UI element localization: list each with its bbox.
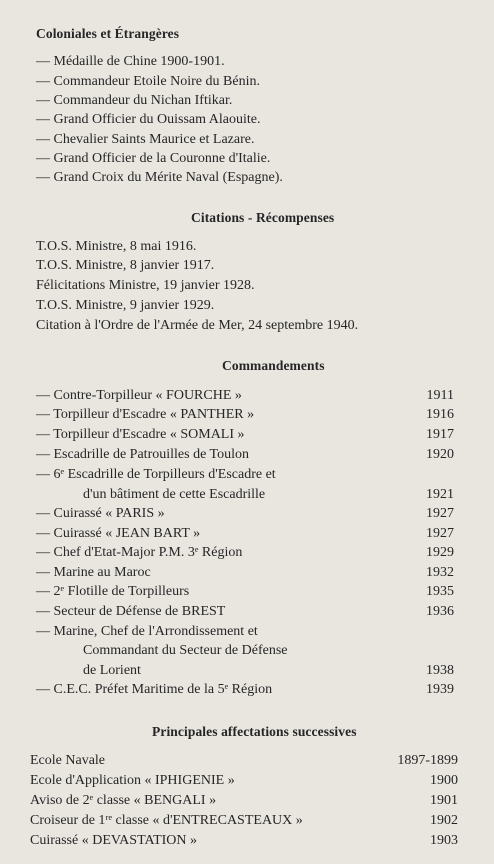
table-row: Commandant du Secteur de Défense — [83, 643, 288, 658]
table-row: — Secteur de Défense de BREST 1936 — [36, 604, 454, 619]
section-title-affectations: Principales affectations successives — [152, 724, 357, 739]
list-item: Félicitations Ministre, 19 janvier 1928. — [36, 278, 255, 293]
table-row: — Torpilleur d'Escadre « PANTHER » 1916 — [36, 407, 454, 422]
table-row: Ecole d'Application « IPHIGENIE » 1900 — [30, 773, 458, 788]
table-row: — Marine au Maroc 1932 — [36, 565, 454, 580]
table-row: Croiseur de 1ʳᵉ classe « d'ENTRECASTEAUX » 1902 — [30, 813, 458, 828]
table-row: — Escadrille de Patrouilles de Toulon 1920 — [36, 447, 454, 462]
table-row: — Chef d'Etat-Major P.M. 3ᵉ Région 1929 — [36, 545, 454, 560]
section-title-commandements: Commandements — [222, 358, 325, 373]
list-item: — Commandeur du Nichan Iftikar. — [36, 93, 233, 108]
table-row: — Contre-Torpilleur « FOURCHE » 1911 — [36, 388, 454, 403]
section-title-citations: Citations - Récompenses — [191, 210, 335, 225]
list-item: — Grand Croix du Mérite Naval (Espagne). — [36, 170, 283, 185]
table-row: — 6ᵉ Escadrille de Torpilleurs d'Escadre et — [36, 467, 276, 482]
table-row: — Torpilleur d'Escadre « SOMALI » 1917 — [36, 427, 454, 442]
table-row: Ecole Navale 1897-1899 — [30, 753, 458, 768]
list-item: — Commandeur Etoile Noire du Bénin. — [36, 74, 260, 89]
table-row: — Marine, Chef de l'Arrondissement et — [36, 624, 258, 639]
list-item: — Chevalier Saints Maurice et Lazare. — [36, 132, 255, 147]
list-item: T.O.S. Ministre, 8 janvier 1917. — [36, 258, 215, 273]
list-item: T.O.S. Ministre, 9 janvier 1929. — [36, 298, 215, 313]
table-row: — Cuirassé « JEAN BART » 1927 — [36, 526, 454, 541]
list-item: Citation à l'Ordre de l'Armée de Mer, 24 septembre 1940. — [36, 318, 359, 333]
table-row: Aviso de 2ᵉ classe « BENGALI » 1901 — [30, 793, 458, 808]
table-row: Cuirassé « DEVASTATION » 1903 — [30, 833, 458, 848]
list-item: T.O.S. Ministre, 8 mai 1916. — [36, 239, 197, 254]
table-row: de Lorient 1938 — [83, 663, 454, 678]
list-item: — Grand Officier de la Couronne d'Italie. — [36, 151, 271, 166]
table-row: — 2ᵉ Flotille de Torpilleurs 1935 — [36, 584, 454, 599]
list-item: — Médaille de Chine 1900-1901. — [36, 54, 225, 69]
section-title-coloniales: Coloniales et Étrangères — [36, 26, 180, 41]
table-row: d'un bâtiment de cette Escadrille 1921 — [83, 487, 454, 502]
list-item: — Grand Officier du Ouissam Alaouite. — [36, 112, 261, 127]
table-row: — C.E.C. Préfet Maritime de la 5ᵉ Région 1939 — [36, 682, 454, 697]
table-row: — Cuirassé « PARIS » 1927 — [36, 506, 454, 521]
